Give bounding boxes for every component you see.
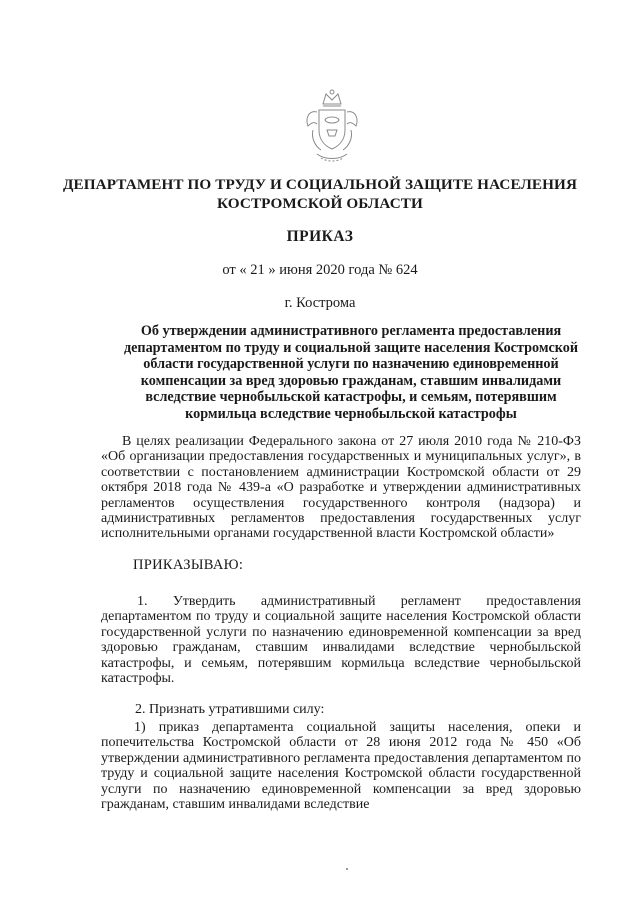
preamble-paragraph: В целях реализации Федерального закона от 27 июля 2010 года № 210-ФЗ «Об организации предоставления государственных и муниципальных услуг», в соответствии с постановлением администрации Костромской области от 29 октября 2018 года № 439-а «О разработке и утверждении административных регламентов осуществления государственного контроля (надзора) и административных регламентов предоставления государственных услуг исполнительными органами государственной власти Костромской области» <box>101 434 581 542</box>
department-title: ДЕПАРТАМЕНТ ПО ТРУДУ И СОЦИАЛЬНОЙ ЗАЩИТЕ НАСЕЛЕНИЯ КОСТРОМСКОЙ ОБЛАСТИ <box>62 176 578 212</box>
order-title: ПРИКАЗ <box>286 228 354 245</box>
item-2-paragraph: 2. Признать утратившими силу: <box>135 702 325 717</box>
order-date: от « 21 » июня 2020 года № 624 <box>222 262 418 278</box>
order-city: г. Кострома <box>284 295 356 311</box>
order-directive-word: ПРИКАЗЫВАЮ: <box>133 557 244 573</box>
item-2-1-paragraph: 1) приказ департамента социальной защиты населения, опеки и попечительства Костромской области от 28 июня 2012 года № 450 «Об утверждении административного регламента предоставления департаментом по труду и социальной защите населения Костромской области государственной услуги по назначению единовременной компенсации за вред здоровью гражданам, ставшим инвалидами вследствие <box>101 720 581 813</box>
coat-of-arms-emblem <box>299 86 365 168</box>
page-mark <box>346 868 348 870</box>
item-1-paragraph: 1. Утвердить административный регламент предоставления департаментом по труду и социальной защите населения Костромской области государственной услуги по назначению единовременной компенсации за вред здоровью гражданам, ставшим инвалидами вследствие чернобыльской катастрофы, и семьям, потерявшим кормильца вследствие чернобыльской катастрофы. <box>101 594 581 687</box>
order-subject: Об утверждении административного регламента предоставления департаментом по труду и социальной защите населения Костромской области государственной услуги по назначению единовременной компенсации за вред здоровью гражданам, ставшим инвалидами вследствие чернобыльской катастрофы, и семьям, потерявшим кормильца вследствие чернобыльской катастрофы <box>123 323 579 422</box>
